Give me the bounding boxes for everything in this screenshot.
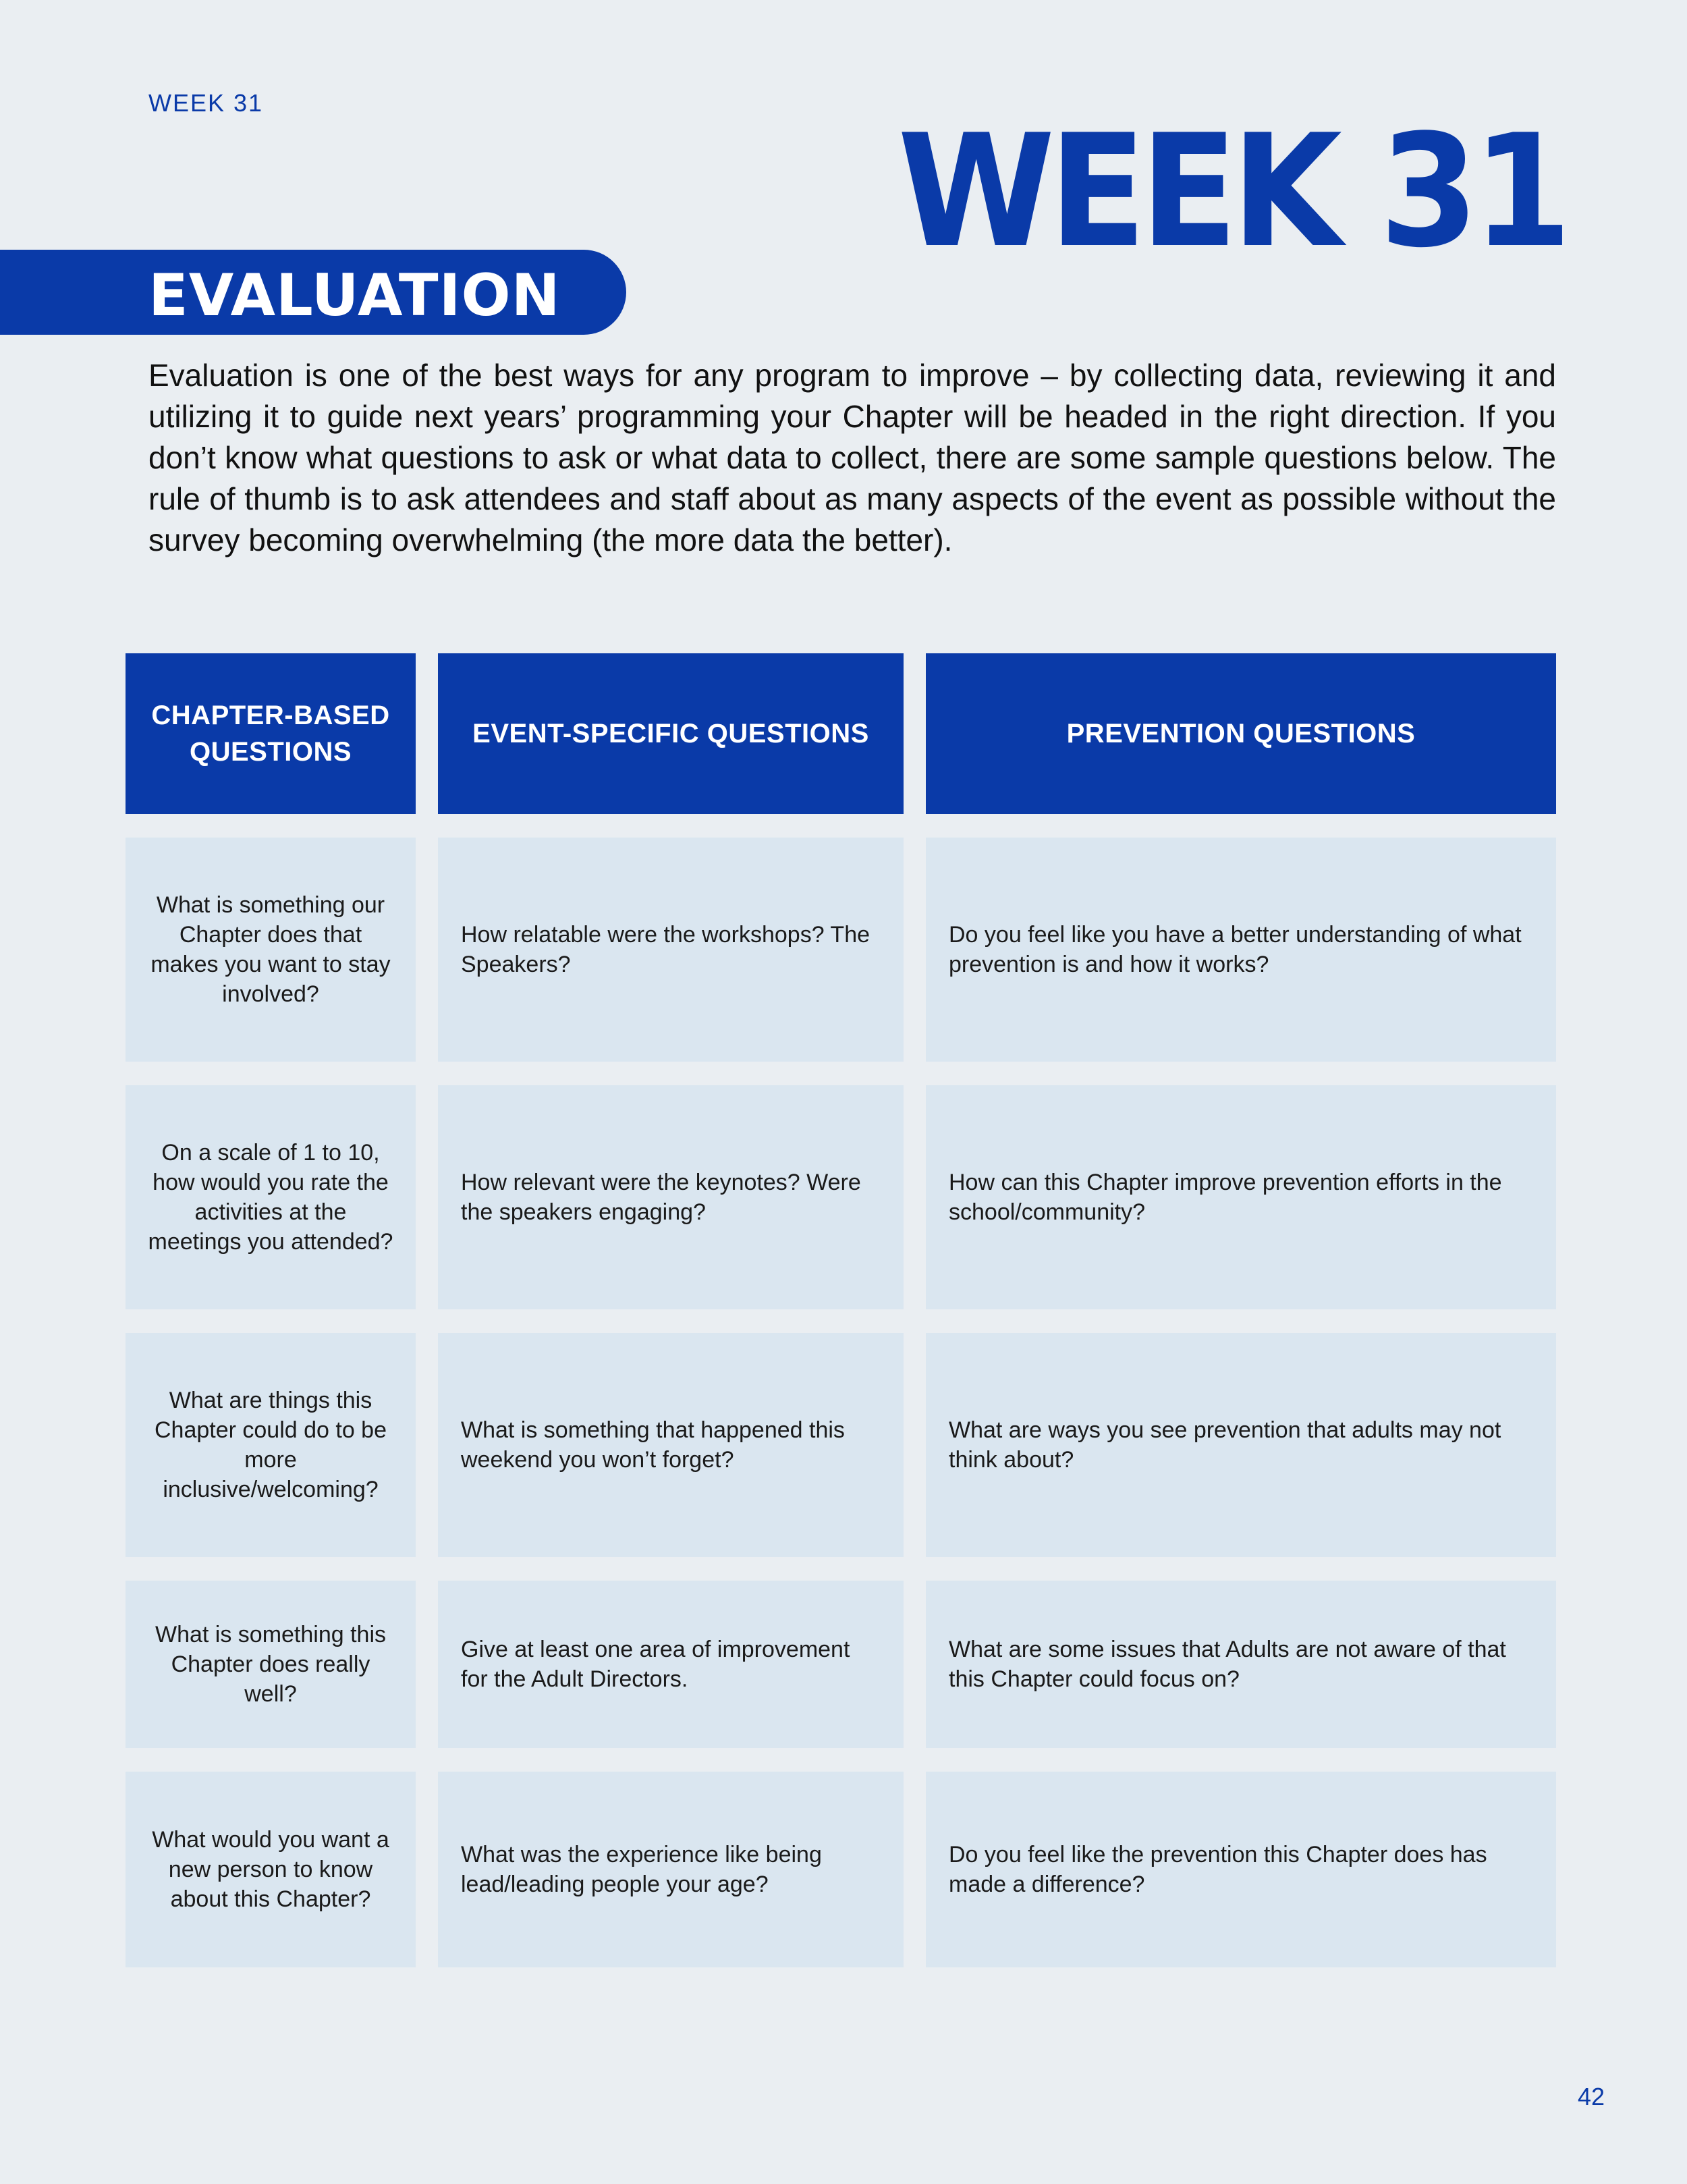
table-cell: How can this Chapter improve prevention efforts in the school/community? xyxy=(926,1085,1556,1309)
table-cell: What is something this Chapter does really well? xyxy=(126,1581,416,1748)
table-cell: On a scale of 1 to 10, how would you rate the activities at the meetings you attended? xyxy=(126,1085,416,1309)
header-prevention: PREVENTION QUESTIONS xyxy=(926,653,1556,814)
table-cell: What would you want a new person to know about this Chapter? xyxy=(126,1772,416,1967)
table-cell: What are things this Chapter could do to be more inclusive/welcoming? xyxy=(126,1333,416,1557)
header-event-specific: EVENT-SPECIFIC QUESTIONS xyxy=(438,653,904,814)
table-cell: What is something that happened this weekend you won’t forget? xyxy=(438,1333,904,1557)
header-chapter-based: CHAPTER-BASED QUESTIONS xyxy=(126,653,416,814)
section-banner xyxy=(0,250,626,335)
table-cell: What was the experience like being lead/leading people your age? xyxy=(438,1772,904,1967)
table-cell: How relevant were the keynotes? Were the speakers engaging? xyxy=(438,1085,904,1309)
page-title: WEEK 31 xyxy=(897,102,1566,282)
table-cell: Give at least one area of improvement for the Adult Directors. xyxy=(438,1581,904,1748)
questions-table xyxy=(126,653,1556,1967)
section-title: EVALUATION xyxy=(148,262,561,329)
table-cell: Do you feel like you have a better understanding of what prevention is and how it works? xyxy=(926,838,1556,1062)
table-cell: What are some issues that Adults are not aware of that this Chapter could focus on? xyxy=(926,1581,1556,1748)
intro-paragraph: Evaluation is one of the best ways for any program to improve – by collecting data, reviewing it and utilizing it to guide next years’ programming your Chapter will be headed in the right direction. If you don’t know what questions to ask or what data to collect, there are some sample questions below. The rule of thumb is to ask attendees and staff about as many aspects of the event as possible without the survey becoming overwhelming (the more data the better). xyxy=(148,358,1556,557)
table-cell: What are ways you see prevention that adults may not think about? xyxy=(926,1333,1556,1557)
table-cell: What is something our Chapter does that makes you want to stay involved? xyxy=(126,838,416,1062)
table-cell: How relatable were the workshops? The Speakers? xyxy=(438,838,904,1062)
table-cell: Do you feel like the prevention this Chapter does has made a difference? xyxy=(926,1772,1556,1967)
week-label: WEEK 31 xyxy=(148,89,264,117)
page-number: 42 xyxy=(1577,2083,1605,2110)
